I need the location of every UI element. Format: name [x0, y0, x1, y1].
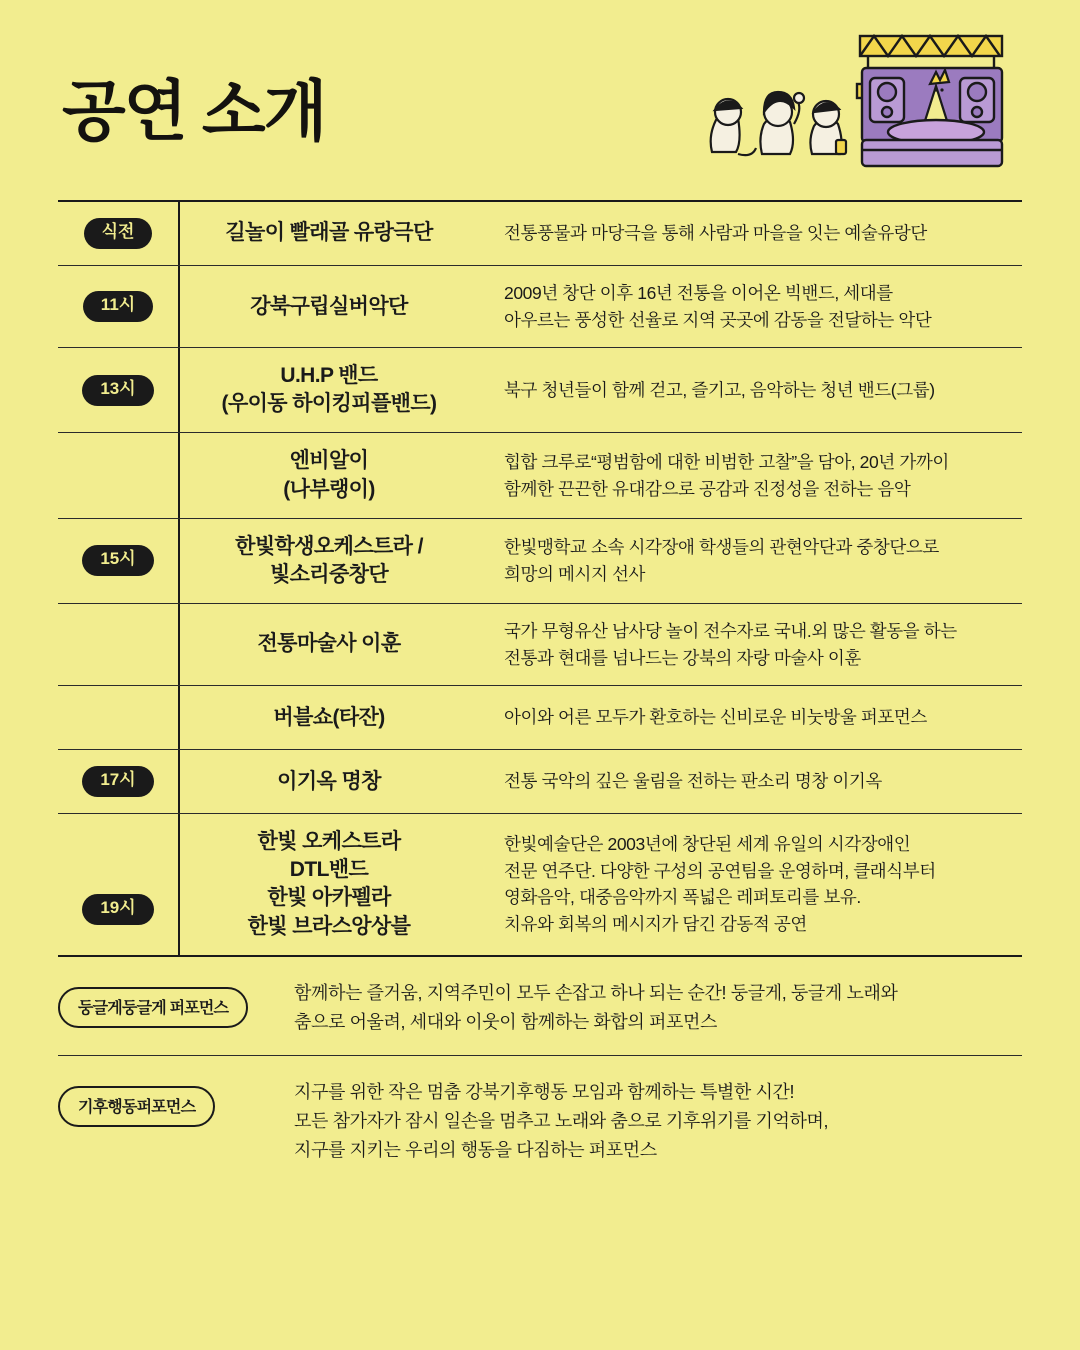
- description-line: 힙합 크루로“평범함에 대한 비범한 고찰”을 담아, 20년 가까이: [504, 451, 949, 472]
- description-line: 전통 국악의 깊은 울림을 전하는 판소리 명창 이기옥: [504, 771, 882, 792]
- program-title-line: U.H.P 밴드: [280, 364, 378, 388]
- table-row: [58, 519, 1022, 604]
- time-badge: 11시: [83, 291, 153, 322]
- table-row: [58, 266, 1022, 348]
- table-row: [58, 604, 1022, 686]
- description-line: 춤으로 어울려, 세대와 이웃이 함께하는 화합의 퍼포먼스: [294, 1011, 717, 1032]
- program-title-line: 강북구립실버악단: [250, 294, 408, 318]
- program-title-line: 버블쇼(타잔): [273, 705, 385, 729]
- table-row: [58, 433, 1022, 518]
- time-cell: [58, 750, 178, 813]
- program-title-line: 한빛학생오케스트라 /: [235, 534, 423, 558]
- program-title-line: 전통마술사 이훈: [257, 632, 401, 656]
- page-header: [0, 0, 1080, 200]
- description-line: 치유와 회복의 메시지가 담긴 감동적 공연: [504, 913, 807, 934]
- performance-label-wrap: [58, 1078, 290, 1127]
- title-cell: [178, 686, 478, 749]
- program-title-line: 한빛 브라스앙상블: [247, 914, 411, 938]
- description-line: 지구를 위한 작은 멈춤 강북기후행동 모임과 함께하는 특별한 시간!: [294, 1081, 795, 1102]
- table-row: [58, 202, 1022, 266]
- time-cell: [58, 202, 178, 265]
- performance-badge: 기후행동퍼포먼스: [58, 1086, 215, 1127]
- table-row: [58, 348, 1022, 433]
- program-title-line: 한빛 아카펠라: [267, 886, 391, 910]
- description-line: 전통과 현대를 넘나드는 강북의 자랑 마술사 이훈: [504, 647, 861, 668]
- program-title-line: 길놀이 빨래골 유랑극단: [225, 221, 433, 245]
- description-line: 함께한 끈끈한 유대감으로 공감과 진정성을 전하는 음악: [504, 478, 911, 499]
- description-line: 모든 참가자가 잠시 일손을 멈추고 노래와 춤으로 기후위기를 기억하며,: [294, 1111, 829, 1132]
- time-cell: [58, 266, 178, 347]
- time-badge: 식전: [84, 218, 153, 249]
- description-line: 한빛맹학교 소속 시각장애 학생들의 관현악단과 중창단으로: [504, 537, 939, 558]
- time-cell: [58, 604, 178, 685]
- performance-label-wrap: [58, 979, 290, 1028]
- description-cell: [478, 686, 1022, 749]
- performance-description: [290, 1078, 1022, 1165]
- description-line: 한빛예술단은 2003년에 창단된 세계 유일의 시각장애인: [504, 834, 911, 855]
- title-cell: [178, 519, 478, 603]
- time-cell: [58, 519, 178, 603]
- description-cell: [478, 202, 1022, 265]
- title-cell: [178, 814, 478, 955]
- time-cell: [58, 686, 178, 749]
- description-cell: [478, 433, 1022, 517]
- description-line: 전통풍물과 마당극을 통해 사람과 마을을 잇는 예술유랑단: [504, 223, 927, 244]
- performance-block-roundabout: [58, 957, 1022, 1056]
- description-line: 국가 무형유산 남사당 놀이 전수자로 국내.외 많은 활동을 하는: [504, 620, 957, 641]
- description-line: 전문 연주단. 다양한 구성의 공연팀을 운영하며, 클래식부터: [504, 860, 936, 881]
- performance-schedule-table: [58, 200, 1022, 957]
- description-cell: [478, 750, 1022, 813]
- time-cell: [58, 433, 178, 517]
- page-title: 공연 소개: [62, 74, 326, 148]
- time-badge: 17시: [82, 766, 153, 797]
- description-line: 북구 청년들이 함께 걷고, 즐기고, 음악하는 청년 밴드(그룹): [504, 380, 935, 401]
- title-cell: [178, 266, 478, 347]
- title-cell: [178, 348, 478, 432]
- description-line: 2009년 창단 이후 16년 전통을 이어온 빅밴드, 세대를: [504, 283, 893, 303]
- description-cell: [478, 604, 1022, 685]
- time-cell: [58, 814, 178, 955]
- title-cell: [178, 202, 478, 265]
- description-line: 지구를 지키는 우리의 행동을 다짐하는 퍼포먼스: [294, 1140, 657, 1161]
- title-cell: [178, 433, 478, 517]
- description-cell: [478, 519, 1022, 603]
- program-title-line: (나부랭이): [283, 477, 375, 501]
- time-badge: 13시: [82, 375, 153, 406]
- title-cell: [178, 750, 478, 813]
- program-title-line: DTL밴드: [289, 858, 369, 882]
- description-line: 희망의 메시지 선사: [504, 563, 645, 584]
- description-line: 영화음악, 대중음악까지 폭넓은 레퍼토리를 보유.: [504, 887, 861, 908]
- program-title-line: (우이동 하이킹피플밴드): [221, 392, 437, 416]
- program-title-line: 엔비알이: [289, 449, 369, 473]
- time-badge: 19시: [82, 894, 153, 925]
- description-cell: [478, 266, 1022, 347]
- description-line: 아이와 어른 모두가 환호하는 신비로운 비눗방울 퍼포먼스: [504, 707, 927, 728]
- performance-description: [290, 979, 1022, 1037]
- performance-block-climate-action: [58, 1056, 1022, 1183]
- title-cell: [178, 604, 478, 685]
- program-title-line: 한빛 오케스트라: [257, 830, 401, 854]
- description-cell: [478, 348, 1022, 432]
- description-line: 아우르는 풍성한 선율로 지역 곳곳에 감동을 전달하는 악단: [504, 309, 932, 330]
- program-title-line: 빛소리중창단: [269, 562, 389, 586]
- description-cell: [478, 814, 1022, 955]
- performance-badge: 둥글게둥글게 퍼포먼스: [58, 987, 248, 1028]
- time-badge: 15시: [82, 545, 153, 576]
- program-title-line: 이기옥 명창: [277, 769, 381, 793]
- stage-and-audience-illustration: [702, 28, 1032, 188]
- table-row: [58, 686, 1022, 750]
- description-line: 함께하는 즐거움, 지역주민이 모두 손잡고 하나 되는 순간! 둥글게, 둥글게 노래와: [294, 982, 898, 1003]
- table-row: [58, 814, 1022, 957]
- time-cell: [58, 348, 178, 432]
- table-row: [58, 750, 1022, 814]
